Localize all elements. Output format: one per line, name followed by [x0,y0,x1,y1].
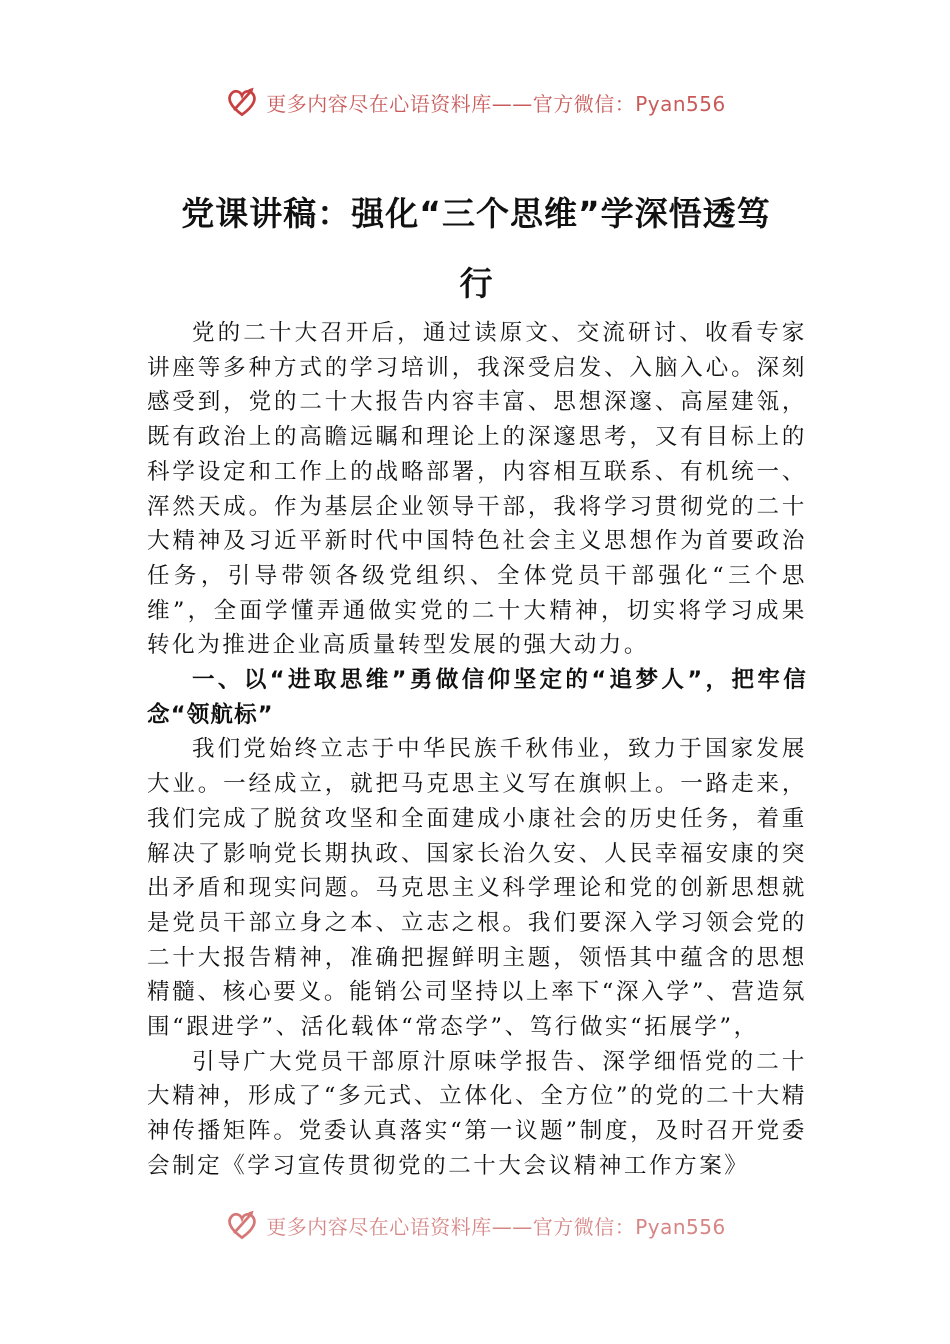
document-title-line2: 行 [459,264,493,303]
watermark-footer-text: 更多内容尽在心语资料库——官方微信：Pyan556 [266,1214,726,1239]
document-body [147,316,807,1184]
heart-pen-logo-icon [224,1207,260,1243]
paragraph-intro: 党的二十大召开后，通过读原文、交流研讨、收看专家讲座等多种方式的学习培训，我深受启发、入脑入心。深刻感受到，党的二十大报告内容丰富、思想深邃、高屋建瓴，既有政治上的高瞻远瞩和理论上的深邃思考，又有目标上的科学设定和工作上的战略部署，内容相互联系、有机统一、浑然天成。作为基层企业领导干部，我将学习贯彻党的二十大精神及习近平新时代中国特色社会主义思想作为首要政治任务，引导带领各级党组织、全体党员干部强化“三个思维”，全面学懂弄通做实党的二十大精神，切实将学习成果转化为推进企业高质量转型发展的强大动力。 [147,320,807,659]
paragraph-section1-a: 我们党始终立志于中华民族千秋伟业，致力于国家发展大业。一经成立，就把马克思主义写在旗帜上。一路走来，我们完成了脱贫攻坚和全面建成小康社会的历史任务，着重解决了影响党长期执政、国家长治久安、人民幸福安康的突出矛盾和现实问题。马克思主义科学理论和党的创新思想就是党员干部立身之本、立志之根。我们要深入学习领会党的二十大报告精神，准确把握鲜明主题，领悟其中蕴含的思想精髓、核心要义。能销公司坚持以上率下“深入学”、营造氛围“跟进学”、活化载体“常态学”、笃行做实“拓展学”， [147,736,807,1041]
watermark-footer [0,1205,950,1245]
heart-pen-logo-icon [224,84,260,120]
paragraph-section1-b: 引导广大党员干部原汁原味学报告、深学细悟党的二十大精神，形成了“多元式、立体化、全方位”的党的二十大精神传播矩阵。党委认真落实“第一议题”制度，及时召开党委会制定《学习宣传贯彻党的二十大会议精神工作方案》 [147,1048,807,1179]
watermark-header [0,82,950,122]
watermark-text: 更多内容尽在心语资料库——官方微信：Pyan556 [266,91,726,116]
document-title-line1: 党课讲稿：强化“三个思维”学深悟透笃 [181,194,771,233]
section-heading-1: 一、以“进取思维”勇做信仰坚定的“追梦人”，把牢信念“领航标” [147,667,807,728]
